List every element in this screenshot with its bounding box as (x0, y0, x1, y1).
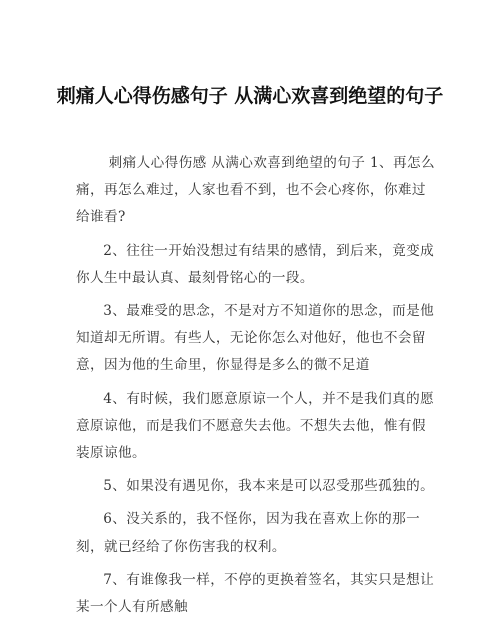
paragraph-6: 6、没关系的，我不怪你，因为我在喜欢上你的那一刻，就已经给了你伤害我的权利。 (76, 511, 421, 555)
paragraph-2: 2、往往一开始没想过有结果的感情，到后来，竟变成你人生中最认真、最刻骨铭心的一段。 (76, 242, 435, 286)
document-body (76, 150, 436, 627)
paragraph-5: 5、如果没有遇见你，我本来是可以忍受那些孤独的。 (103, 478, 435, 495)
paragraph-1: 刺痛人心得伤感 从满心欢喜到绝望的句子 1、再怎么痛，再怎么难过，人家也看不到，也不会心疼你，你难过给谁看? (76, 155, 435, 226)
document-title: 刺痛人心得伤感句子 从满心欢喜到绝望的句子 (56, 85, 444, 107)
paragraph-3: 3、最难受的思念，不是对方不知道你的思念，而是他知道却无所谓。有些人，无论你怎么对他好，他也不会留意，因为他的生命里，你显得是多么的微不足道 (76, 303, 435, 374)
paragraph-7: 7、有谁像我一样，不停的更换着签名，其实只是想让某一个人有所感触 (76, 571, 435, 616)
paragraph-4: 4、有时候，我们愿意原谅一个人，并不是我们真的愿意原谅他，而是我们不愿意失去他。不想失去他，惟有假装原谅他。 (76, 390, 435, 462)
